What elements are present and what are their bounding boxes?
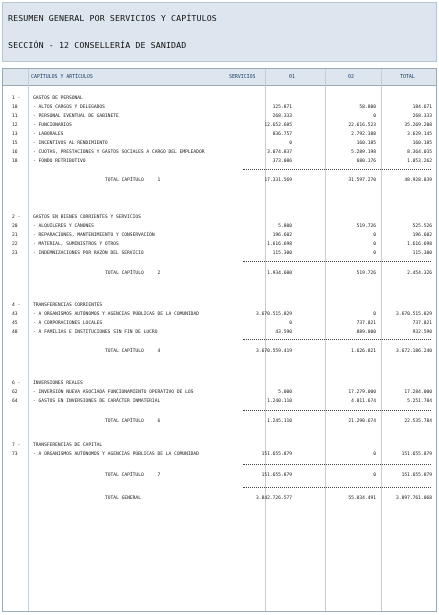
table-row [3,103,436,112]
section-title: SECCIÓN - 12 CONSELLERÍA DE SANIDAD [2,29,437,62]
total-row [3,269,436,278]
row-description: - INVERSIÓN NUEVA ASOCIADA FUNCIONAMIENTO OPERATIVO DE LOS [33,390,194,395]
total-row [3,417,436,426]
table-row [3,231,436,240]
row-total: 151.655.879 [401,473,432,478]
row-total: 932.590 [412,330,432,335]
row-service-01: 12.652.685 [264,123,292,128]
dotted-separator [243,169,431,170]
row-description: - ALQUILERES Y CÁNONES [33,224,94,229]
row-total: 3.670.515.829 [396,312,432,317]
dotted-separator [243,261,431,262]
row-code: 23 [12,251,18,256]
row-description: TOTAL GENERAL [105,496,141,501]
row-service-01: 373.086 [272,159,292,164]
table-header [3,69,436,86]
table-row [3,157,436,166]
row-service-02: 55.034.491 [348,496,376,501]
row-code: 43 [12,312,18,317]
row-total: 2.454.326 [407,271,432,276]
row-description: TRANSFERENCIAS DE CAPITAL [33,443,103,448]
row-total: 115.300 [412,251,432,256]
row-service-01: 3.842.726.577 [256,496,292,501]
row-description: GASTOS DE PERSONAL [33,96,83,101]
row-service-01: 43.590 [275,330,292,335]
row-service-02: 160.185 [356,141,376,146]
row-service-01: 125.871 [272,105,292,110]
row-code: 10 [12,105,18,110]
table-row [3,121,436,130]
table-row [3,139,436,148]
row-service-01: 0 [289,321,292,326]
row-service-02: 0 [373,242,376,247]
row-service-01: 3.670.559.419 [256,349,292,354]
row-service-02: 737.821 [356,321,376,326]
summary-table [2,68,437,612]
row-service-02: 0 [373,452,376,457]
row-code: 4 - [12,303,21,308]
row-service-01: 151.655.879 [261,452,292,457]
row-total: 184.671 [412,105,432,110]
row-total: 1.616.698 [407,242,432,247]
dotted-separator [243,487,431,488]
row-service-01: 1.245.110 [267,419,292,424]
row-service-02: 21.290.674 [348,419,376,424]
total-row [3,494,436,503]
row-description: - GASTOS EN INVERSIONES DE CARÁCTER INMATERIAL [33,399,161,404]
row-code: 62 [12,390,18,395]
row-service-02: 0 [373,251,376,256]
row-description: - A ORGANISMOS AUTÓNOMOS Y AGENCIAS PÚBLICAS DE LA COMUNIDAD [33,312,199,317]
row-total: 1.053.262 [407,159,432,164]
total-row [3,176,436,185]
row-description: TOTAL CAPÍTULO 4 [105,349,161,354]
row-description: TOTAL CAPÍTULO 6 [105,419,161,424]
row-service-02: 5.289.198 [351,150,376,155]
row-description: - CUOTAS, PRESTACIONES Y GASTOS SOCIALES A CARGO DEL EMPLEADOR [33,150,205,155]
header-total: TOTAL [400,74,415,80]
row-total: 196.602 [412,233,432,238]
row-service-01: 5.000 [278,390,292,395]
row-service-01: 5.800 [278,224,292,229]
table-row [3,310,436,319]
row-code: 13 [12,132,18,137]
row-description: - LABORALES [33,132,64,137]
row-total: 268.333 [412,114,432,119]
row-service-02: 2.792.388 [351,132,376,137]
row-service-01: 196.602 [272,233,292,238]
row-code: 21 [12,233,18,238]
row-service-01: 115.300 [272,251,292,256]
row-service-01: 268.333 [272,114,292,119]
row-service-02: 17.279.000 [348,390,376,395]
row-code: 22 [12,242,18,247]
row-total: 5.251.784 [407,399,432,404]
row-code: 11 [12,114,18,119]
row-total: 3.897.761.068 [396,496,432,501]
row-service-01: 836.757 [272,132,292,137]
row-service-02: 889.000 [356,330,376,335]
row-description: TOTAL CAPÍTULO 7 [105,473,161,478]
table-row [3,94,436,103]
table-row [3,450,436,459]
row-service-01: 17.331.569 [264,178,292,183]
row-total: 525.526 [412,224,432,229]
row-total: 48.928.839 [404,178,432,183]
row-service-02: 680.176 [356,159,376,164]
row-description: TOTAL CAPÍTULO 1 [105,178,161,183]
row-description: - INCENTIVOS AL RENDIMIENTO [33,141,108,146]
table-row [3,112,436,121]
table-row [3,249,436,258]
row-total: 8.364.035 [407,150,432,155]
table-row [3,397,436,406]
row-service-01: 1.934.600 [267,271,292,276]
table-row [3,328,436,337]
header-s01: 01 [289,74,295,80]
table-row [3,441,436,450]
header-servicios: SERVICIOS [229,74,256,80]
row-service-01: 1.240.110 [267,399,292,404]
row-total: 35.269.208 [404,123,432,128]
table-row [3,213,436,222]
row-total: 3.629.145 [407,132,432,137]
row-code: 6 - [12,381,21,386]
row-total: 151.655.879 [401,452,432,457]
row-service-01: 3.670.515.829 [256,312,292,317]
dotted-separator [243,410,431,411]
row-total: 160.185 [412,141,432,146]
total-row [3,471,436,480]
total-row [3,347,436,356]
table-row [3,222,436,231]
row-code: 18 [12,159,18,164]
row-description: TRANSFERENCIAS CORRIENTES [33,303,103,308]
row-description: INVERSIONES REALES [33,381,83,386]
header-capitulos: CAPÍTULOS Y ARTÍCULOS [31,74,93,80]
row-description: - REPARACIONES, MANTENIMIENTO Y CONSERVACIÓN [33,233,155,238]
header-s02: 02 [348,74,354,80]
row-code: 20 [12,224,18,229]
dotted-separator [243,339,431,340]
row-code: 15 [12,141,18,146]
row-service-01: 151.655.879 [261,473,292,478]
table-row [3,130,436,139]
table-row [3,301,436,310]
row-service-02: 22.616.523 [348,123,376,128]
row-service-02: 0 [373,233,376,238]
row-service-02: 0 [373,473,376,478]
row-code: 48 [12,330,18,335]
row-description: - A ORGANISMOS AUTÓNOMOS Y AGENCIAS PÚBLICAS DE LA COMUNIDAD [33,452,199,457]
row-service-02: 0 [373,312,376,317]
row-code: 1 - [12,96,21,101]
row-total: 22.535.784 [404,419,432,424]
row-description: TOTAL CAPÍTULO 2 [105,271,161,276]
dotted-separator [243,464,431,465]
report-title: RESUMEN GENERAL POR SERVICIOS Y CAPÍTULOS [2,2,437,29]
row-total: 3.672.186.240 [396,349,432,354]
row-code: 12 [12,123,18,128]
row-service-01: 0 [289,141,292,146]
row-service-02: 519.726 [356,271,376,276]
row-description: - ALTOS CARGOS Y DELEGADOS [33,105,105,110]
row-total: 17.284.000 [404,390,432,395]
row-description: - PERSONAL EVENTUAL DE GABINETE [33,114,119,119]
row-code: 16 [12,150,18,155]
row-code: 64 [12,399,18,404]
row-service-01: 1.616.698 [267,242,292,247]
row-code: 73 [12,452,18,457]
row-description: GASTOS EN BIENES CORRIENTES Y SERVICIOS [33,215,141,220]
table-row [3,319,436,328]
table-row [3,379,436,388]
row-service-02: 31.597.270 [348,178,376,183]
row-code: 45 [12,321,18,326]
row-description: - FUNCIONARIOS [33,123,72,128]
row-service-01: 3.074.837 [267,150,292,155]
table-row [3,388,436,397]
row-code: 2 - [12,215,21,220]
row-description: - A FAMILIAS E INSTITUCIONES SIN FIN DE LUCRO [33,330,158,335]
row-service-02: 58.800 [359,105,376,110]
row-service-02: 519.726 [356,224,376,229]
row-service-02: 4.011.674 [351,399,376,404]
row-service-02: 0 [373,114,376,119]
table-row [3,148,436,157]
row-service-02: 1.626.821 [351,349,376,354]
row-description: - MATERIAL, SUMINISTROS Y OTROS [33,242,119,247]
row-code: 7 - [12,443,21,448]
row-description: - INDEMNIZACIONES POR RAZÓN DEL SERVICIO [33,251,144,256]
table-row [3,240,436,249]
row-description: - A CORPORACIONES LOCALES [33,321,103,326]
row-total: 737.821 [412,321,432,326]
row-description: - FONDO RETRIBUTIVO [33,159,86,164]
